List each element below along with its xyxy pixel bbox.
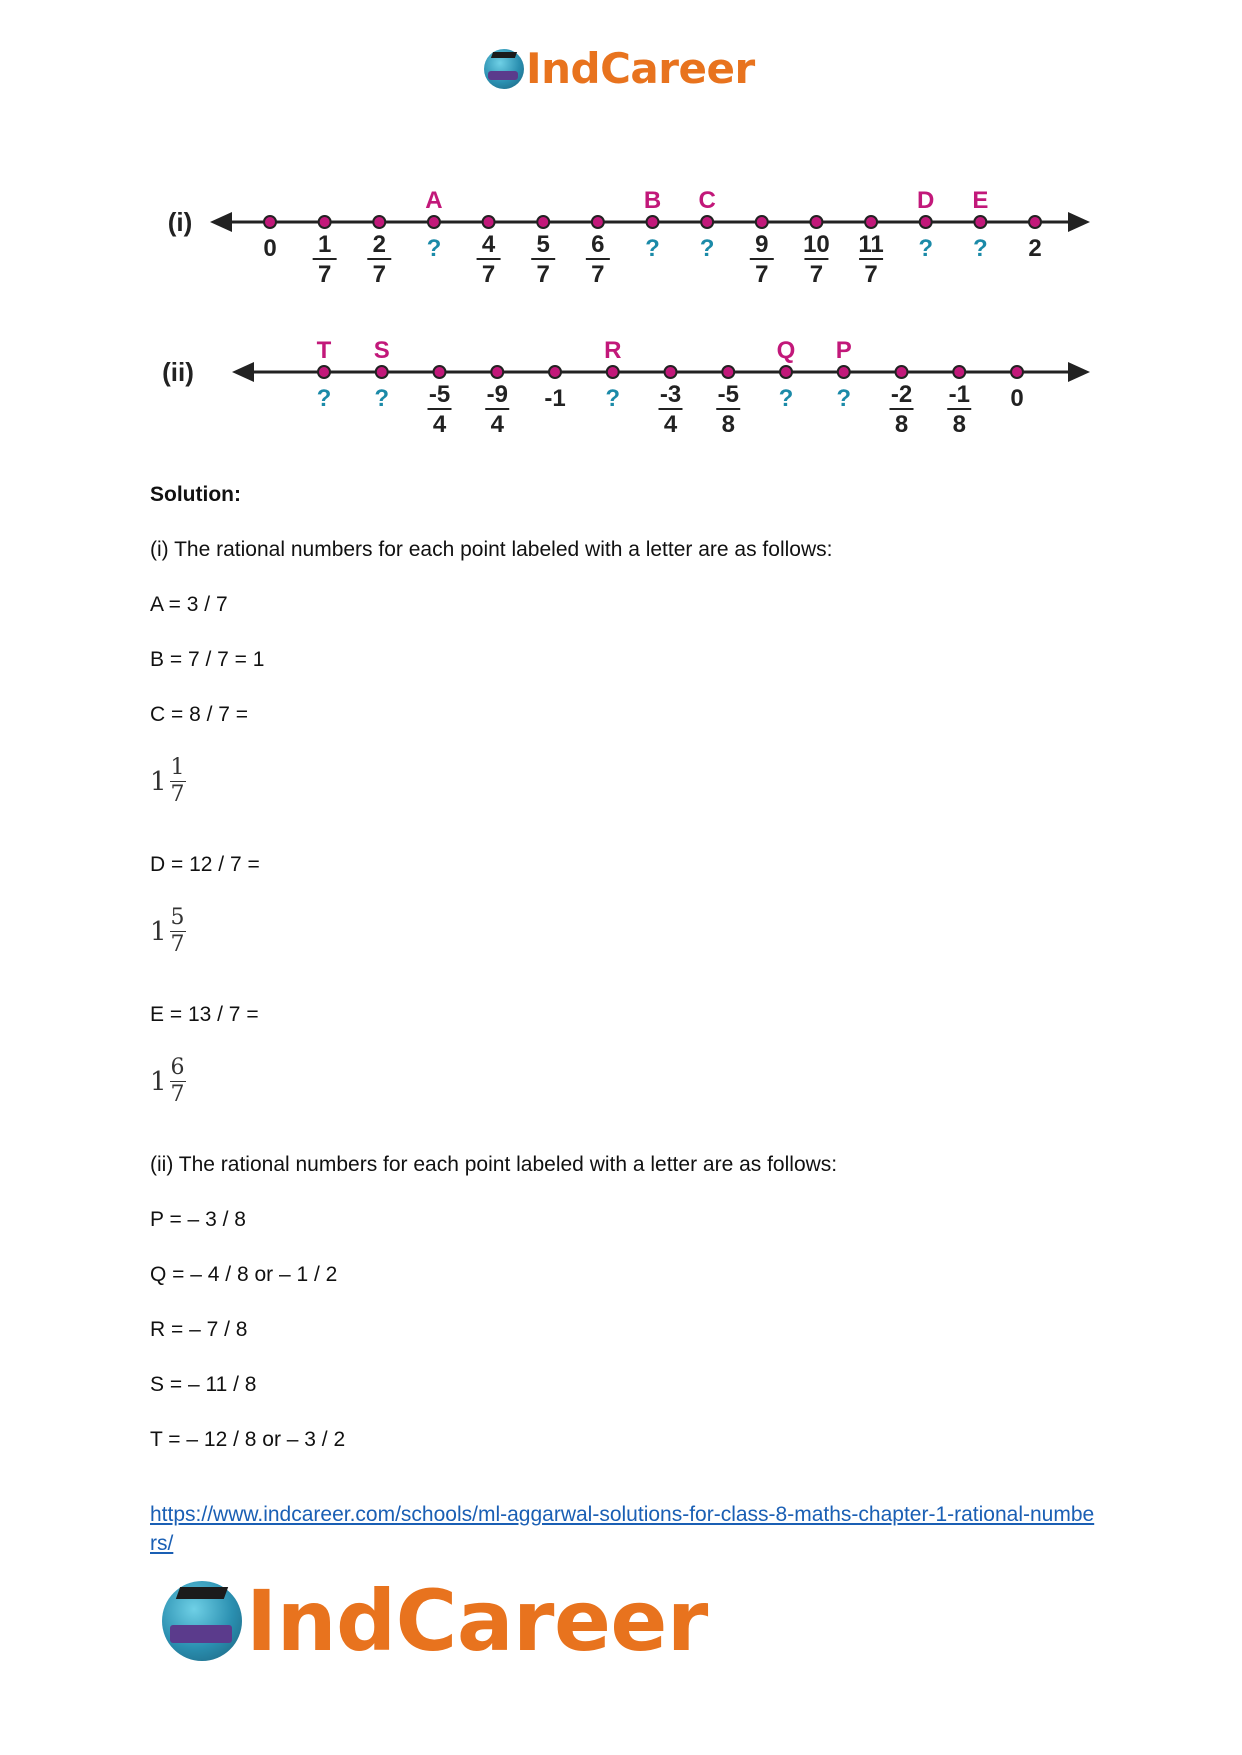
point-dot	[701, 216, 713, 228]
fraction-denominator: 7	[317, 261, 332, 288]
unknown-mark: ?	[605, 385, 621, 412]
unknown-mark: ?	[836, 385, 852, 412]
answer-s: S = – 11 / 8	[150, 1373, 257, 1396]
answer-a: A = 3 / 7	[150, 593, 228, 616]
footer-logo-wordmark: IndCareer	[246, 1572, 708, 1670]
point-dot	[838, 366, 850, 378]
point-letter: S	[373, 337, 390, 364]
footer-logo	[162, 1572, 708, 1670]
mixed-fraction-c: 1 $\frac{1}{7}$	[150, 755, 185, 807]
arrow-left	[232, 362, 254, 382]
point-dot	[780, 366, 792, 378]
point-letter: E	[972, 187, 989, 214]
fraction-denominator: 7	[372, 261, 386, 288]
point-dot	[373, 216, 385, 228]
unknown-mark: ?	[699, 235, 715, 262]
fraction-numerator: -5	[428, 381, 451, 408]
point-dot	[756, 216, 768, 228]
fraction-denominator: 7	[755, 261, 769, 288]
unknown-mark: ?	[374, 385, 390, 412]
fraction-numerator: -3	[659, 381, 682, 408]
arrow-left	[210, 212, 232, 232]
point-letter: D	[917, 187, 935, 214]
part-ii-intro: (ii) The rational numbers for each point labeled with a letter are as follows:	[150, 1153, 838, 1176]
solution-heading: Solution:	[150, 483, 241, 506]
point-dot	[376, 366, 388, 378]
unknown-mark: ?	[645, 235, 660, 262]
mixed-fraction-d: 1 $\frac{5}{7}$	[150, 905, 185, 957]
fraction-denominator: 8	[894, 411, 909, 438]
tick-label: 2	[1028, 235, 1042, 262]
fraction-numerator: 5	[536, 231, 550, 258]
line-label: (i)	[167, 207, 193, 237]
point-letter: C	[698, 187, 716, 214]
fraction-numerator: 11	[858, 231, 884, 258]
fraction-numerator: 9	[755, 231, 769, 258]
number-line-ii	[162, 337, 1090, 438]
point-dot	[549, 366, 561, 378]
fraction-denominator: 7	[809, 261, 824, 288]
fraction-numerator: -9	[486, 381, 508, 408]
fraction-denominator: 4	[490, 411, 504, 438]
arrow-right	[1068, 362, 1090, 382]
fraction-denominator: 8	[952, 411, 966, 438]
point-dot	[896, 366, 908, 378]
fraction-denominator: 7	[864, 261, 878, 288]
number-line-figure	[0, 0, 1242, 450]
point-dot	[264, 216, 276, 228]
point-dot	[592, 216, 604, 228]
point-dot	[434, 366, 446, 378]
fraction-numerator: 10	[803, 231, 830, 258]
mixed-fraction-e: 1 $\frac{6}{7}$	[150, 1055, 185, 1107]
source-link[interactable]: https://www.indcareer.com/schools/ml-aggarwal-solutions-for-class-8-maths-chapter-1-rational-numbers/	[150, 1503, 1095, 1555]
fraction-denominator: 7	[536, 261, 550, 288]
answer-d: D = 12 / 7 =	[150, 853, 260, 876]
tick-label: 0	[263, 235, 277, 262]
unknown-mark: ?	[426, 235, 442, 262]
point-dot	[1029, 216, 1041, 228]
fraction-denominator: 7	[481, 261, 496, 288]
point-letter: A	[425, 187, 443, 214]
fraction-numerator: 1	[317, 231, 332, 258]
fraction-numerator: -2	[890, 381, 913, 408]
point-dot	[318, 366, 330, 378]
arrow-right	[1068, 212, 1090, 232]
fraction-denominator: 8	[721, 411, 735, 438]
point-letter: R	[604, 337, 622, 364]
point-dot	[865, 216, 877, 228]
answer-c: C = 8 / 7 =	[150, 703, 249, 726]
point-dot	[665, 366, 677, 378]
unknown-mark: ?	[778, 385, 794, 412]
answer-q: Q = – 4 / 8 or – 1 / 2	[150, 1263, 338, 1286]
point-dot	[428, 216, 440, 228]
fraction-denominator: 4	[432, 411, 447, 438]
answer-r: R = – 7 / 8	[150, 1318, 248, 1341]
point-dot	[647, 216, 659, 228]
fraction-numerator: -5	[717, 381, 739, 408]
tick-label: -1	[544, 385, 566, 412]
fraction-numerator: 2	[372, 231, 386, 258]
point-dot	[974, 216, 986, 228]
header-logo-wordmark: IndCareer	[526, 44, 755, 93]
unknown-mark: ?	[918, 235, 934, 262]
tick-label: 0	[1010, 385, 1024, 412]
unknown-mark: ?	[973, 235, 988, 262]
point-dot	[722, 366, 734, 378]
globe-icon	[162, 1581, 242, 1661]
point-dot	[483, 216, 495, 228]
point-letter: Q	[776, 337, 796, 364]
point-dot	[1011, 366, 1023, 378]
unknown-mark: ?	[316, 385, 332, 412]
point-letter: P	[835, 337, 852, 364]
point-dot	[491, 366, 503, 378]
answer-p: P = – 3 / 8	[150, 1208, 246, 1231]
fraction-denominator: 4	[663, 411, 678, 438]
fraction-numerator: 4	[481, 231, 496, 258]
part-i-intro: (i) The rational numbers for each point labeled with a letter are as follows:	[150, 538, 833, 561]
number-line-i	[168, 187, 1090, 288]
line-label: (ii)	[162, 357, 194, 387]
point-dot	[319, 216, 331, 228]
point-dot	[920, 216, 932, 228]
point-dot	[953, 366, 965, 378]
answer-e: E = 13 / 7 =	[150, 1003, 259, 1026]
point-letter: B	[643, 187, 662, 214]
answer-b: B = 7 / 7 = 1	[150, 648, 265, 671]
fraction-denominator: 7	[591, 261, 605, 288]
point-dot	[607, 366, 619, 378]
point-letter: T	[316, 337, 332, 364]
answer-t: T = – 12 / 8 or – 3 / 2	[150, 1428, 346, 1451]
point-dot	[537, 216, 549, 228]
point-dot	[810, 216, 822, 228]
fraction-numerator: -1	[948, 381, 970, 408]
fraction-numerator: 6	[591, 231, 605, 258]
